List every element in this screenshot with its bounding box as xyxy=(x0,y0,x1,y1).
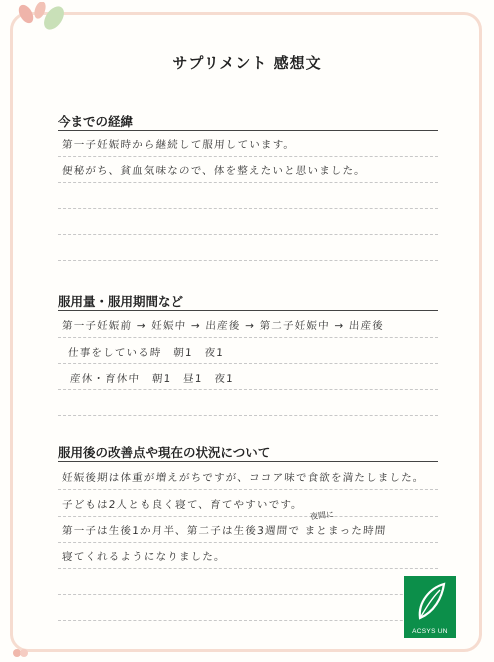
handwritten-line: 産休・育休中 朝1 昼1 夜1 xyxy=(69,373,235,385)
ruled-line xyxy=(58,156,438,157)
logo-text: ACSYS UN xyxy=(412,628,448,635)
handwritten-line: 寝てくれるようになりました。 xyxy=(61,551,227,563)
ruled-line xyxy=(58,389,438,390)
handwritten-line: 第一子は生後1か月半、第二子は生後3週間で まとまった時間 xyxy=(61,525,387,537)
page-title: サプリメント 感想文 xyxy=(172,54,322,72)
ruled-line xyxy=(58,363,438,364)
leaf-logo-icon xyxy=(404,578,456,628)
ruled-line xyxy=(58,516,438,517)
handwritten-line: 子どもは2人とも良く寝て、育てやすいです。 xyxy=(61,499,304,511)
ruled-line xyxy=(58,568,438,569)
ruled-line xyxy=(58,234,438,235)
section-heading-dosage: 服用量・服用期間など xyxy=(58,294,184,309)
ruled-line xyxy=(58,415,438,416)
ruled-line xyxy=(58,182,438,183)
ruled-line xyxy=(58,542,438,543)
handwritten-line: 仕事をしている時 朝1 夜1 xyxy=(67,347,225,359)
ruled-line xyxy=(58,594,438,595)
heading-divider xyxy=(58,130,438,131)
handwritten-annotation: 夜間に xyxy=(309,509,335,522)
ruled-line xyxy=(58,620,438,621)
leaf-decoration-icon xyxy=(14,2,66,42)
ruled-line xyxy=(58,489,438,490)
handwritten-line: 第一子妊娠前 → 妊娠中 → 出産後 → 第二子妊娠中 → 出産後 xyxy=(61,320,385,332)
brand-logo xyxy=(404,576,456,638)
section-heading-history: 今までの経緯 xyxy=(58,114,134,129)
section-heading-results: 服用後の改善点や現在の状況について xyxy=(58,445,271,460)
handwritten-line: 妊娠後期は体重が増えがちですが、ココア味で食欲を満たしました。 xyxy=(61,472,425,484)
ruled-line xyxy=(58,260,438,261)
heading-divider xyxy=(58,461,438,462)
flower-decoration-icon xyxy=(12,646,30,660)
heading-divider xyxy=(58,310,438,311)
ruled-line xyxy=(58,337,438,338)
handwritten-line: 第一子妊娠時から継続して服用しています。 xyxy=(61,139,296,151)
ruled-line xyxy=(58,208,438,209)
handwritten-line: 便秘がち、貧血気味なので、体を整えたいと思いました。 xyxy=(61,165,367,177)
